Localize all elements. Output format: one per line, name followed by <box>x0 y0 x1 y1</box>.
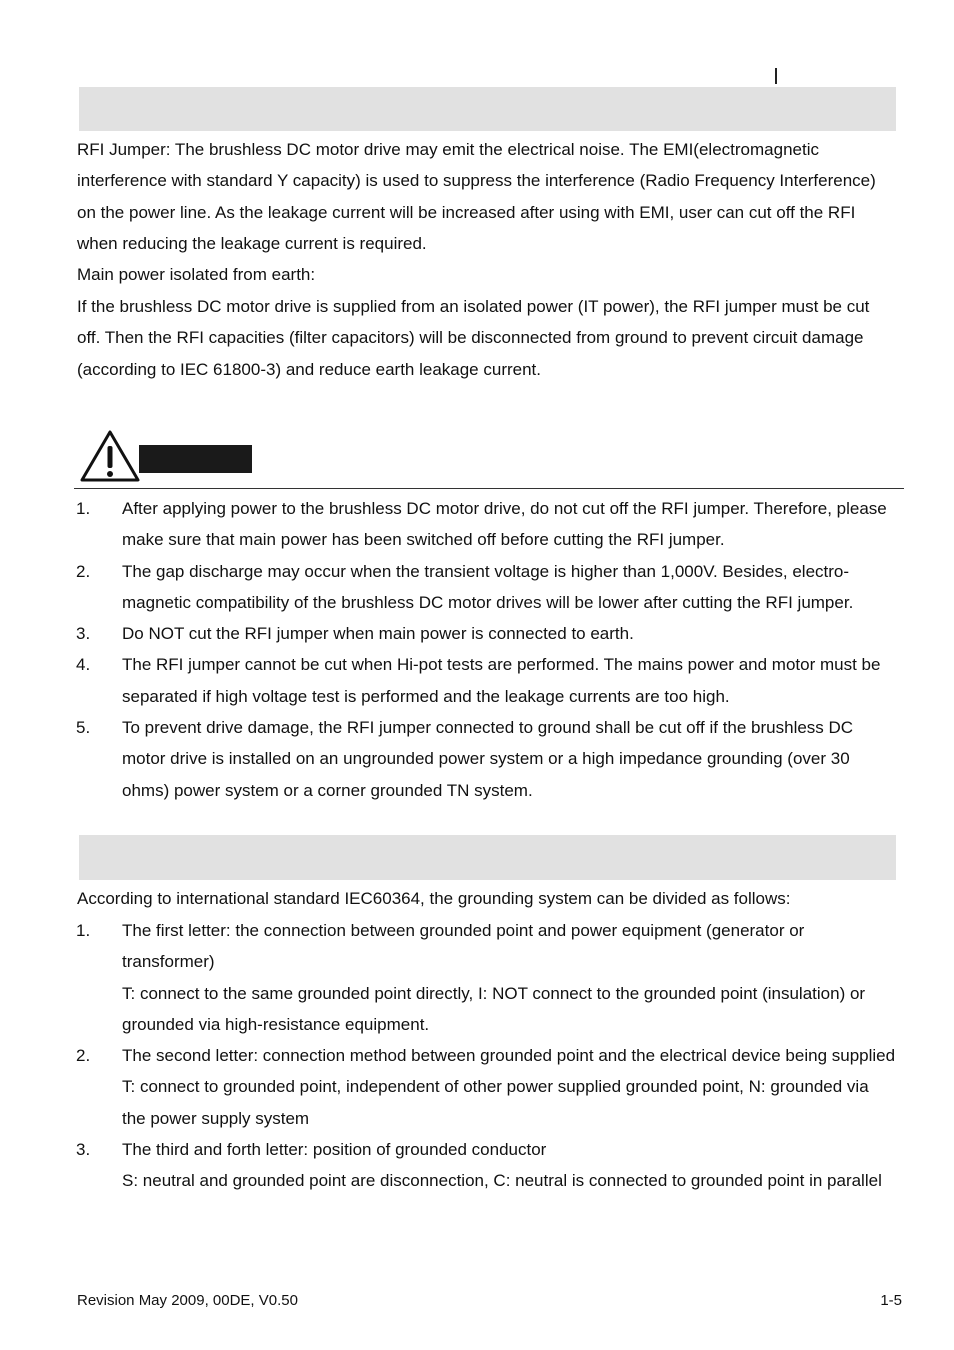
grounding-intro: According to international standard IEC60364, the grounding system can be divided as follows: <box>77 889 791 908</box>
list-item: 3. The third and forth letter: position of grounded conductor S: neutral and grounded point are disconnection, C: neutral is connected to grounded point in parallel <box>76 1140 882 1191</box>
caution-divider <box>74 488 904 489</box>
section-header-bar <box>79 87 896 131</box>
caution-list <box>76 493 896 806</box>
list-item: 1. After applying power to the brushless DC motor drive, do not cut off the RFI jumper. Therefore, please make sure that main power has been switched off before cutting the RFI jumper. <box>76 499 887 550</box>
list-item: 3. Do NOT cut the RFI jumper when main power is connected to earth. <box>76 624 634 644</box>
grounding-list <box>76 915 896 1197</box>
list-item: 5. To prevent drive damage, the RFI jumper connected to ground shall be cut off if the brushless DC motor drive is installed on an ungrounded power system or a high impedance grounding (over 30 ohms) power system or a corner grounded TN system. <box>76 718 854 800</box>
list-item: 2. The gap discharge may occur when the transient voltage is higher than 1,000V. Besides, electro-magnetic compatibility of the brushless DC motor drives will be lower after cutting the RFI jumper. <box>76 561 854 612</box>
footer-page-number: 1-5 <box>880 1292 902 1309</box>
list-item: 1. The first letter: the connection between grounded point and power equipment (generator or transformer) T: connect to the same grounded point directly, I: NOT connect to the grounded point (insulation) or grounded via high-resistance equipment. <box>76 921 866 1034</box>
rfi-jumper-paragraph: RFI Jumper: The brushless DC motor drive may emit the electrical noise. The EMI(electromagnetic interference with standard Y capacity) is used to suppress the interference (Radio Frequency Interference) on the power line. As the leakage current will be increased after using with EMI, user can cut off the RFI when reducing the leakage current is required. <box>77 140 876 253</box>
caution-label <box>139 445 252 473</box>
isolated-heading: Main power isolated from earth: <box>77 265 316 284</box>
warning-triangle-icon <box>79 429 141 483</box>
list-item: 4. The RFI jumper cannot be cut when Hi-pot tests are performed. The mains power and motor must be separated if high voltage test is performed and the leakage currents are too high. <box>76 655 881 706</box>
isolated-paragraph: If the brushless DC motor drive is supplied from an isolated power (IT power), the RFI jumper must be cut off. Then the RFI capacities (filter capacitors) will be disconnected from ground to prevent circuit damage (according to IEC 61800-3) and reduce earth leakage current. <box>77 297 870 379</box>
header-marker <box>775 68 777 84</box>
list-item: 2. The second letter: connection method between grounded point and the electrical device being supplied T: connect to grounded point, independent of other power supplied grounded point, N: grounded via the power supply system <box>76 1046 896 1128</box>
section-header-bar <box>79 835 896 880</box>
footer-revision: Revision May 2009, 00DE, V0.50 <box>77 1292 298 1309</box>
